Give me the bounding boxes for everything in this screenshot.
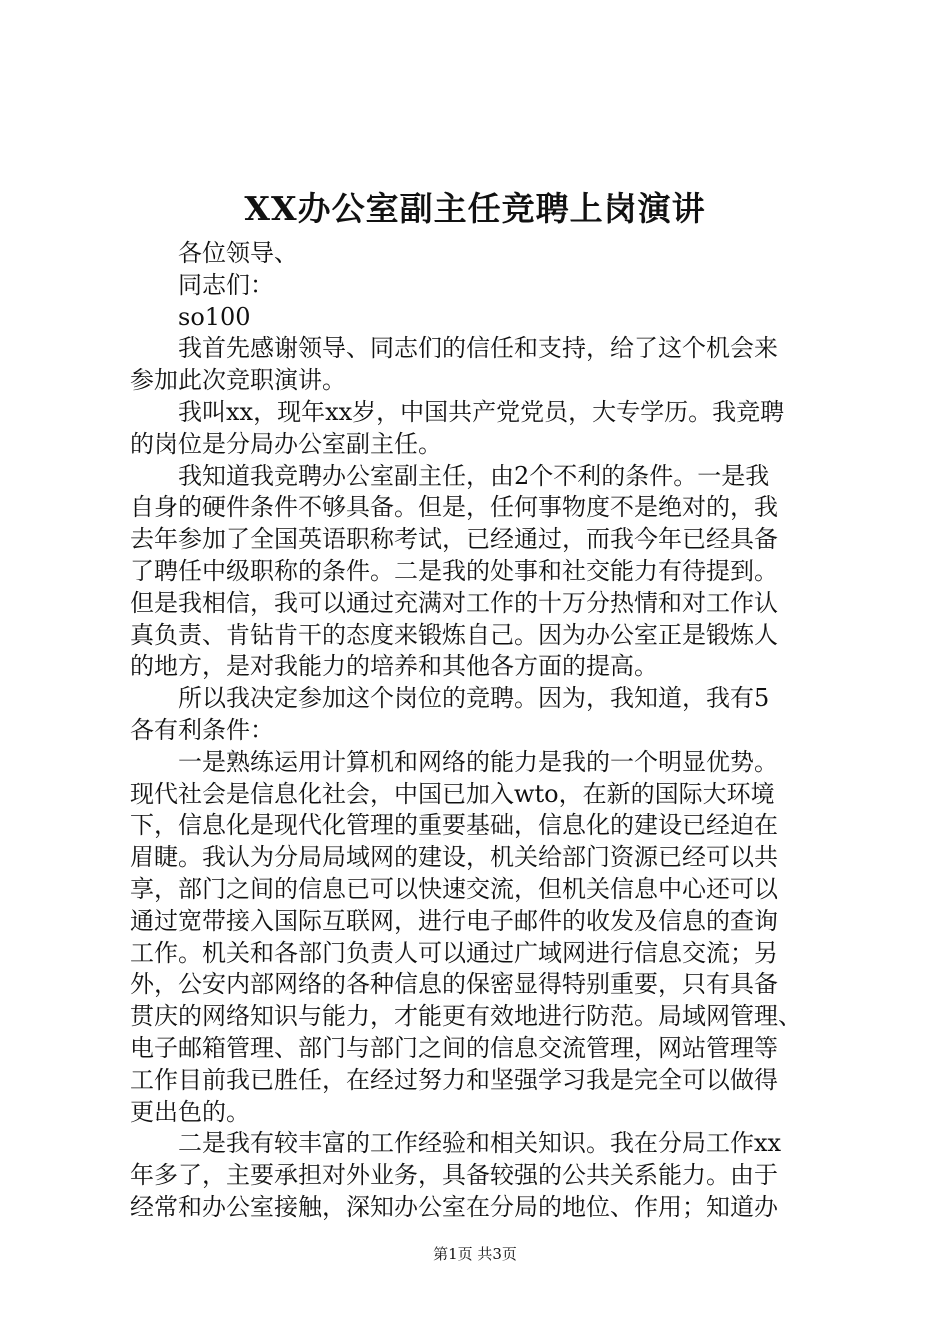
document-body bbox=[130, 238, 830, 1224]
body-line: 各有利条件： bbox=[130, 715, 274, 744]
body-line: 现代社会是信息化社会，中国已加入wto，在新的国际大环境 bbox=[130, 779, 775, 808]
body-line: 经常和办公室接触，深知办公室在分局的地位、作用；知道办 bbox=[130, 1192, 778, 1221]
body-line: 参加此次竞职演讲。 bbox=[130, 366, 346, 395]
body-line: 贯庆的网络知识与能力，才能更有效地进行防范。局域网管理、 bbox=[130, 1002, 802, 1031]
body-line: 电子邮箱管理、部门与部门之间的信息交流管理，网站管理等 bbox=[130, 1033, 778, 1062]
body-line: 年多了，主要承担对外业务，具备较强的公共关系能力。由于 bbox=[130, 1161, 778, 1190]
body-line: 各位领导、 bbox=[130, 239, 298, 267]
body-line: 工作目前我已胜任，在经过努力和坚强学习我是完全可以做得 bbox=[130, 1065, 778, 1094]
body-line: 所以我决定参加这个岗位的竞聘。因为，我知道，我有5 bbox=[130, 684, 770, 713]
body-line: 眉睫。我认为分局局域网的建设，机关给部门资源已经可以共 bbox=[130, 843, 778, 872]
body-line: 去年参加了全国英语职称考试，已经通过，而我今年已经具备 bbox=[130, 525, 778, 554]
body-line: so100 bbox=[130, 302, 251, 331]
body-line: 外，公安内部网络的各种信息的保密显得特别重要，只有具备 bbox=[130, 970, 778, 999]
body-line: 真负责、肯钻肯干的态度来锻炼自己。因为办公室正是锻炼人 bbox=[130, 620, 778, 649]
body-line: 自身的硬件条件不够具备。但是，任何事物度不是绝对的，我 bbox=[130, 493, 778, 522]
body-line: 一是熟练运用计算机和网络的能力是我的一个明显优势。 bbox=[130, 747, 778, 776]
document-title: XX办公室副主任竞聘上岗演讲 bbox=[244, 189, 706, 228]
page-footer: 第1页 共3页 bbox=[433, 1245, 517, 1263]
body-line: 我首先感谢领导、同志们的信任和支持，给了这个机会来 bbox=[130, 334, 778, 363]
body-line: 我知道我竞聘办公室副主任，由2个不利的条件。一是我 bbox=[130, 461, 770, 490]
body-line: 通过宽带接入国际互联网，进行电子邮件的收发及信息的查询 bbox=[130, 906, 778, 935]
body-line: 同志们： bbox=[130, 270, 274, 299]
body-line: 但是我相信，我可以通过充满对工作的十万分热情和对工作认 bbox=[130, 588, 778, 617]
body-line: 下，信息化是现代化管理的重要基础，信息化的建设已经迫在 bbox=[130, 811, 778, 840]
body-line: 二是我有较丰富的工作经验和相关知识。我在分局工作xx bbox=[130, 1129, 782, 1158]
body-line: 享，部门之间的信息已可以快速交流，但机关信息中心还可以 bbox=[130, 874, 778, 903]
body-line: 工作。机关和各部门负责人可以通过广域网进行信息交流；另 bbox=[130, 938, 778, 967]
body-line: 更出色的。 bbox=[130, 1097, 250, 1126]
body-line: 了聘任中级职称的条件。二是我的处事和社交能力有待提到。 bbox=[130, 556, 778, 585]
body-line: 的地方，是对我能力的培养和其他各方面的提高。 bbox=[130, 652, 658, 681]
body-line: 我叫xx，现年xx岁，中国共产党党员，大专学历。我竞聘 bbox=[130, 397, 785, 426]
body-line: 的岗位是分局办公室副主任。 bbox=[130, 429, 442, 458]
